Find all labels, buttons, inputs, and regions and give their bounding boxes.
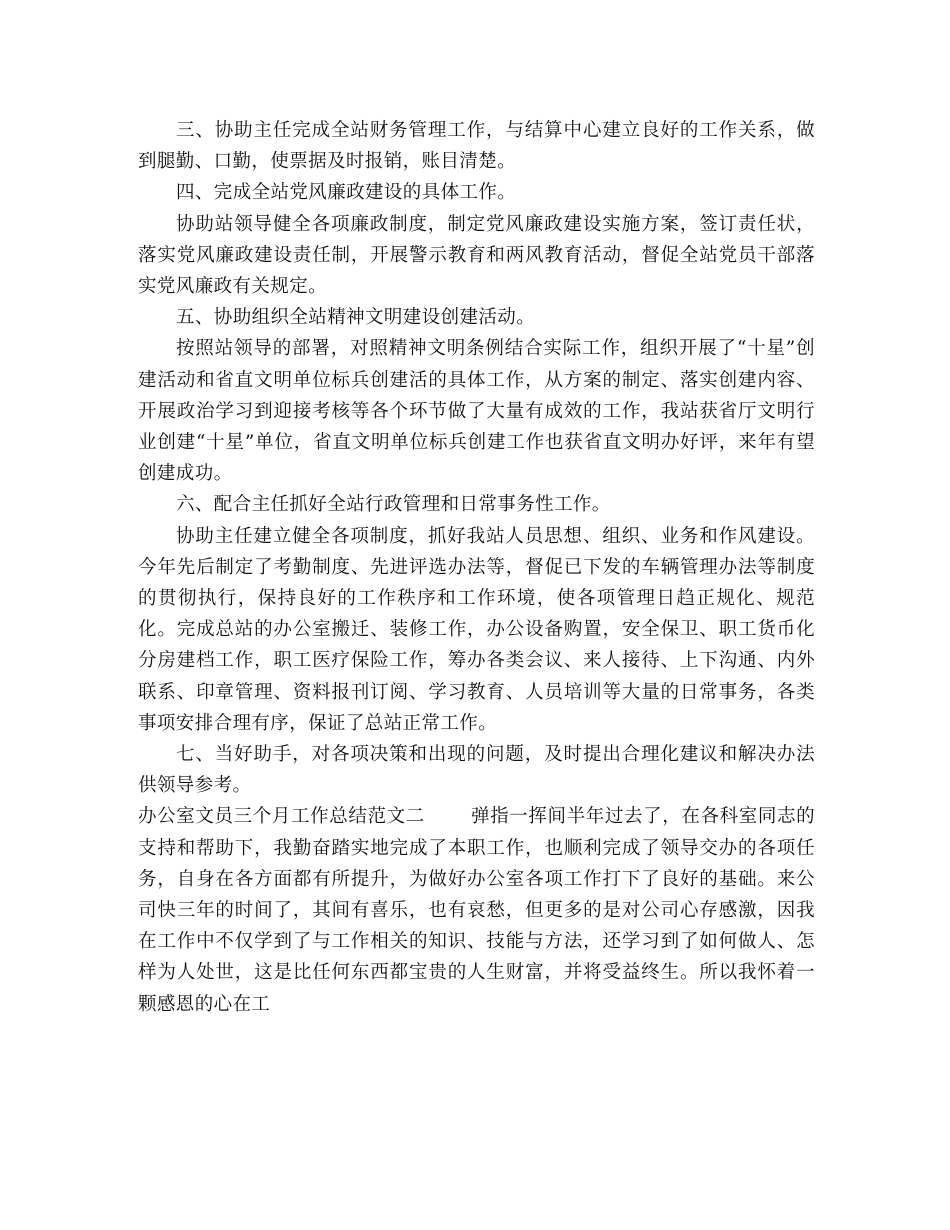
heading-party-conduct: 四、完成全站党风廉政建设的具体工作。 bbox=[176, 182, 517, 204]
document-body bbox=[138, 115, 815, 1020]
paragraph-party-conduct: 协助站领导健全各项廉政制度，制定党风廉政建设实施方案，签订责任状，落实党风廉政建设责任制，开展警示教育和两风教育活动，督促全站党员干部落实党风廉政有关规定。 bbox=[138, 213, 815, 298]
paragraph-administration: 协助主任建立健全各项制度，抓好我站人员思想、组织、业务和作风建设。今年先后制定了考勤制度、先进评选办法等，督促已下发的车辆管理办法等制度的贯彻执行，保持良好的工作秩序和工作环境，使各项管理日趋正规化、规范化。完成总站的办公室搬迁、装修工作，办公设备购置，安全保卫、职工货币化分房建档工作，职工医疗保险工作，筹办各类会议、来人接待、上下沟通、内外联系、印章管理、资料报刊订阅、学习教育、人员培训等大量的日常事务，各类事项安排合理有序，保证了总站正常工作。 bbox=[138, 525, 815, 734]
paragraph-civilization: 按照站领导的部署，对照精神文明条例结合实际工作，组织开展了“十星”创建活动和省直文明单位标兵创建活的具体工作，从方案的制定、落实创建内容、开展政治学习到迎接考核等各个环节做了大量有成效的工作，我站获省厅文明行业创建“十星”单位，省直文明单位标兵创建工作也获省直文明办好评，来年有望创建成功。 bbox=[138, 338, 815, 485]
section-two bbox=[138, 801, 815, 1019]
heading-civilization: 五、协助组织全站精神文明建设创建活动。 bbox=[176, 307, 536, 329]
paragraph-finance: 三、协助主任完成全站财务管理工作，与结算中心建立良好的工作关系，做到腿勤、口勤，使票据及时报销，账目清楚。 bbox=[138, 120, 815, 173]
section-title: 办公室文员三个月工作总结范文二 bbox=[138, 806, 425, 828]
paragraph-assistant: 七、当好助手，对各项决策和出现的问题，及时提出合理化建议和解决办法供领导参考。 bbox=[138, 744, 815, 797]
section-body: 弹指一挥间半年过去了，在各科室同志的支持和帮助下，我勤奋踏实地完成了本职工作，也顺利完成了领导交办的各项任务，自身在各方面都有所提升，为做好办公室各项工作打下了良好的基础。来公司快三年的时间了，其间有喜乐，也有哀愁，但更多的是对公司心存感激，因我在工作中不仅学到了与工作相关的知识、技能与方法，还学习到了如何做人、怎样为人处世，这是比任何东西都宝贵的人生财富，并将受益终生。所以我怀着一颗感恩的心在工 bbox=[138, 806, 815, 1015]
heading-administration: 六、配合主任抓好全站行政管理和日常事务性工作。 bbox=[176, 494, 611, 516]
